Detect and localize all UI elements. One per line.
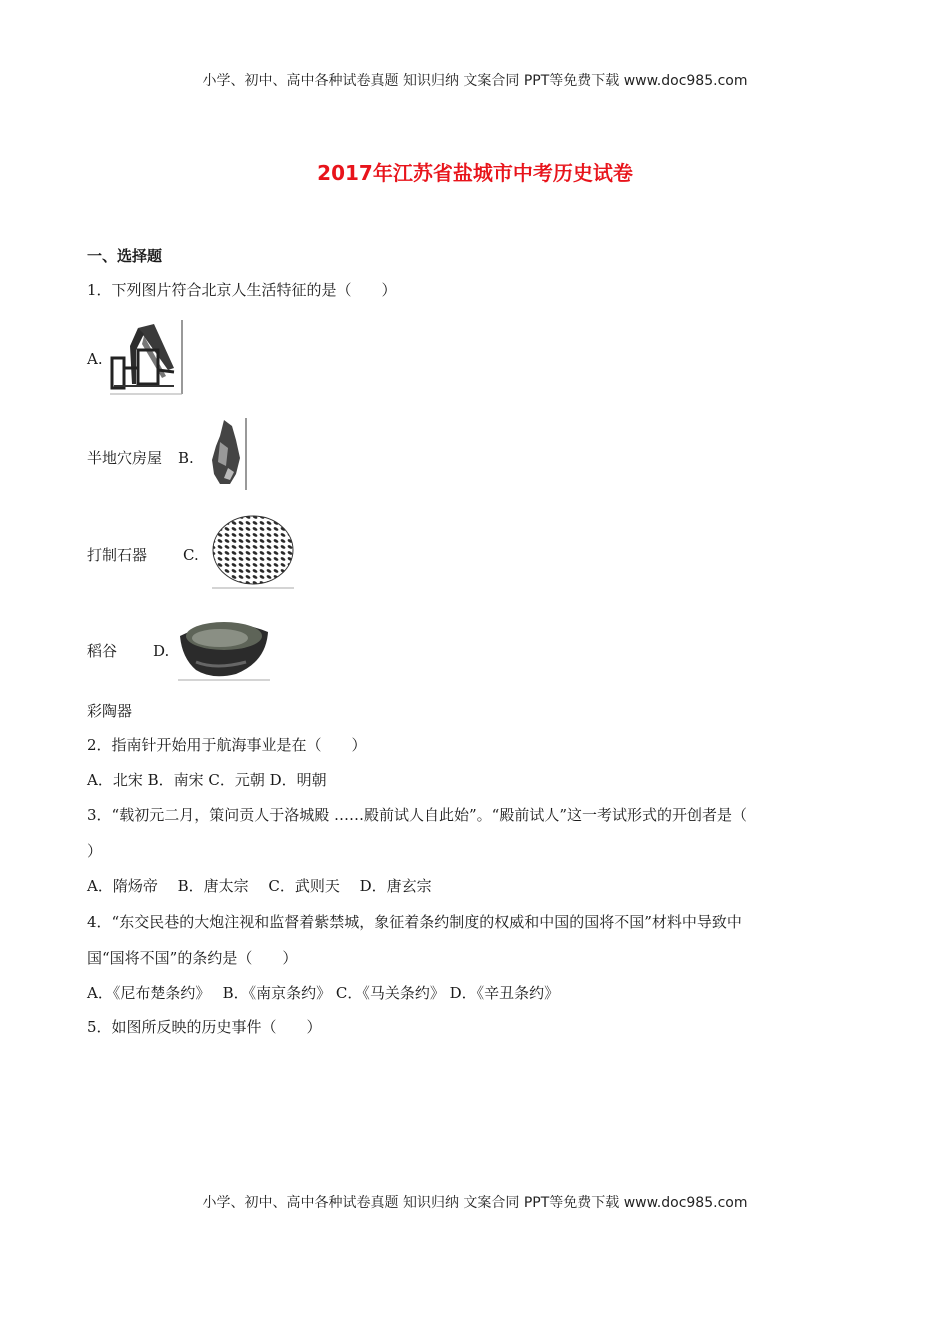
question-5-stem: 5．如图所反映的历史事件（ ） — [87, 1018, 322, 1036]
pottery-bowl-image — [176, 612, 272, 682]
question-1-option-b-caption: 打制石器 — [87, 546, 148, 564]
question-1-option-c-row — [87, 544, 199, 565]
page-header: 小学、初中、高中各种试卷真题 知识归纳 文案合同 PPT等免费下载 www.doc985.com — [202, 73, 748, 89]
question-1-option-a-label: A. — [87, 350, 103, 368]
question-3-options: A．隋炀帝 B．唐太宗 C．武则天 D．唐玄宗 — [87, 877, 432, 895]
question-1-stem: 1．下列图片符合北京人生活特征的是（ ） — [87, 281, 397, 299]
question-1-option-b-row — [87, 447, 194, 468]
question-2-options: A．北宋 B．南宋 C．元朝 D．明朝 — [87, 771, 327, 789]
question-1-option-b-label: B. — [178, 449, 194, 467]
question-4-stem-line-1: 4．“东交民巷的大炮注视和监督着紫禁城，象征着条约制度的权威和中国的国将不国”材料中导致中 — [87, 913, 742, 931]
question-2-stem: 2．指南针开始用于航海事业是在（ ） — [87, 736, 367, 754]
question-1-option-c-caption: 稻谷 — [87, 642, 118, 660]
question-4-stem-line-2: 国“国将不国”的条约是（ ） — [87, 949, 298, 967]
question-1-option-c-label: C. — [183, 546, 199, 564]
question-1-option-a-caption: 半地穴房屋 — [87, 449, 163, 467]
stone-tool-image — [206, 418, 250, 490]
question-1-option-d-caption: 彩陶器 — [87, 702, 133, 720]
page-footer: 小学、初中、高中各种试卷真题 知识归纳 文案合同 PPT等免费下载 www.doc985.com — [202, 1195, 748, 1211]
question-1-option-d-label: D. — [153, 642, 170, 660]
section-heading: 一、选择题 — [87, 247, 163, 265]
question-3-stem-line-2: ） — [87, 842, 103, 860]
question-4-options: A．《尼布楚条约》 B．《南京条约》 C．《马关条约》 D．《辛丑条约》 — [87, 984, 560, 1002]
hut-image — [108, 320, 186, 396]
page-title: 2017年江苏省盐城市中考历史试卷 — [317, 161, 633, 185]
question-3-stem-line-1: 3．“载初元二月，策问贡人于洛城殿 ……殿前试人自此始”。“殿前试人”这一考试形式的开创者是（ — [87, 806, 747, 824]
question-1-option-d-row — [87, 640, 169, 661]
rice-grains-image — [210, 514, 296, 590]
